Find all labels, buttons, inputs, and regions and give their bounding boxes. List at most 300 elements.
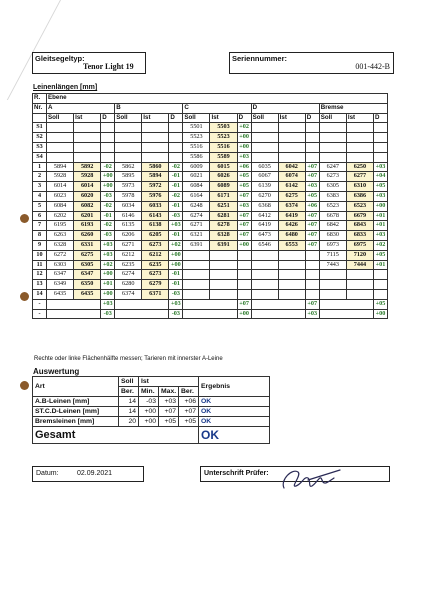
row-number: 6 [33, 211, 47, 221]
ist-value: 6089 [210, 182, 237, 192]
eval-result: OK [199, 407, 270, 417]
diff-value: +05 [237, 172, 251, 182]
line-lengths-table [32, 93, 388, 319]
sub-header-ist: Ist [278, 113, 305, 123]
punch-hole [20, 214, 29, 223]
soll-value: 6473 [251, 231, 278, 241]
ist-value: 5928 [74, 172, 101, 182]
diff-value: -03 [101, 231, 115, 241]
line-row [33, 289, 388, 299]
line-row [33, 142, 388, 152]
row-number: 1 [33, 162, 47, 172]
soll-value [319, 133, 346, 143]
soll-value [251, 289, 278, 299]
diff-value: +07 [305, 162, 319, 172]
diff-value: +07 [237, 191, 251, 201]
summary-value: -03 [101, 309, 115, 319]
summary-blank [183, 299, 237, 309]
diff-value: +02 [169, 240, 183, 250]
diff-value [305, 123, 319, 133]
ist-value [74, 133, 101, 143]
diff-value: +03 [305, 182, 319, 192]
eval-soll: 14 [119, 407, 139, 417]
diff-value: -01 [169, 172, 183, 182]
eval-min: -03 [139, 397, 159, 407]
ist-value: 6523 [346, 201, 373, 211]
soll-value [47, 152, 74, 162]
soll-value [183, 289, 210, 299]
line-row [33, 280, 388, 290]
soll-value [47, 133, 74, 143]
diff-value: +02 [373, 240, 387, 250]
ist-value: 6305 [74, 260, 101, 270]
summary-value: +07 [305, 299, 319, 309]
soll-value [183, 280, 210, 290]
soll-value: 6146 [115, 211, 142, 221]
soll-value: 6274 [115, 270, 142, 280]
summary-value: -03 [169, 309, 183, 319]
summary-blank [251, 309, 305, 319]
sub-header-soll: Soll [47, 113, 74, 123]
ist-value: 6371 [142, 289, 169, 299]
diff-value [237, 260, 251, 270]
ist-value: 6074 [278, 172, 305, 182]
line-row [33, 172, 388, 182]
soll-value [183, 250, 210, 260]
signature-label: Unterschrift Prüfer: [204, 470, 269, 477]
soll-value [251, 152, 278, 162]
diff-value: -01 [169, 231, 183, 241]
ist-value: 6679 [346, 211, 373, 221]
diff-value [305, 133, 319, 143]
soll-value: 6328 [47, 240, 74, 250]
group-header-a: A [47, 103, 115, 113]
summary-value: +00 [373, 309, 387, 319]
soll-value [319, 142, 346, 152]
diff-value [101, 123, 115, 133]
summary-blank [251, 299, 305, 309]
soll-value: 6248 [183, 201, 210, 211]
ist-value: 6143 [142, 211, 169, 221]
row-number: 11 [33, 260, 47, 270]
eval-soll: 14 [119, 397, 139, 407]
ist-value: 6260 [74, 231, 101, 241]
diff-value [101, 133, 115, 143]
line-row [33, 240, 388, 250]
diff-value: +07 [305, 172, 319, 182]
diff-value: -02 [169, 191, 183, 201]
row-number: 4 [33, 191, 47, 201]
soll-value: 6678 [319, 211, 346, 221]
diff-value [373, 123, 387, 133]
eval-max: +07 [159, 407, 179, 417]
line-row [33, 201, 388, 211]
ist-value: 6082 [74, 201, 101, 211]
ist-value: 5860 [142, 162, 169, 172]
diff-value: +00 [237, 142, 251, 152]
serial-box [229, 52, 394, 74]
eval-header-art: Art [33, 377, 119, 397]
soll-value [319, 123, 346, 133]
soll-value: 6021 [183, 172, 210, 182]
ist-value: 6201 [74, 211, 101, 221]
soll-value: 6139 [251, 182, 278, 192]
soll-value: 6280 [115, 280, 142, 290]
soll-value [115, 123, 142, 133]
diff-value [373, 270, 387, 280]
diff-value: +03 [237, 201, 251, 211]
sub-header-empty [33, 113, 47, 123]
summary-value: +05 [373, 299, 387, 309]
ist-value [278, 270, 305, 280]
diff-value [373, 280, 387, 290]
ist-value [278, 250, 305, 260]
eval-row [33, 417, 270, 427]
eval-row [33, 397, 270, 407]
diff-value: +07 [305, 221, 319, 231]
soll-value [251, 133, 278, 143]
group-header-b: B [115, 103, 183, 113]
diff-value: +06 [237, 162, 251, 172]
soll-value: 6212 [115, 250, 142, 260]
eval-art: Bremsleinen [mm] [33, 417, 119, 427]
ist-value: 6426 [278, 221, 305, 231]
ist-value: 7444 [346, 260, 373, 270]
soll-value: 6202 [47, 211, 74, 221]
line-row [33, 250, 388, 260]
diff-value: +00 [101, 172, 115, 182]
soll-value [47, 123, 74, 133]
ist-value: 6171 [210, 191, 237, 201]
diff-value: +00 [169, 250, 183, 260]
eval-min: +00 [139, 407, 159, 417]
diff-value [169, 142, 183, 152]
ist-value: 6015 [210, 162, 237, 172]
diff-value: +07 [305, 211, 319, 221]
soll-value: 6546 [251, 240, 278, 250]
ist-value [278, 152, 305, 162]
soll-value: 7443 [319, 260, 346, 270]
diff-value: +01 [373, 260, 387, 270]
line-row [33, 152, 388, 162]
summary-label: - [33, 299, 47, 309]
soll-value [115, 133, 142, 143]
row-number: 12 [33, 270, 47, 280]
soll-value: 5978 [115, 191, 142, 201]
ist-value [278, 260, 305, 270]
line-row [33, 191, 388, 201]
group-header-d: D [251, 103, 319, 113]
soll-value: 7115 [319, 250, 346, 260]
summary-value: +03 [101, 299, 115, 309]
ist-value [210, 260, 237, 270]
ist-value: 6273 [142, 240, 169, 250]
diff-value [101, 142, 115, 152]
soll-value: 5501 [183, 123, 210, 133]
diff-value [305, 152, 319, 162]
ist-value [142, 123, 169, 133]
diff-value: -01 [169, 270, 183, 280]
diff-value: +01 [373, 211, 387, 221]
soll-value: 6084 [183, 182, 210, 192]
ist-value: 6843 [346, 221, 373, 231]
ist-value: 6386 [346, 191, 373, 201]
row-number: 7 [33, 221, 47, 231]
ist-value [346, 270, 373, 280]
total-label: Gesamt [33, 427, 199, 444]
soll-value: 6034 [115, 201, 142, 211]
group-header-bremse: Bremse [319, 103, 387, 113]
diff-value: +03 [373, 162, 387, 172]
ist-value: 6279 [142, 280, 169, 290]
soll-value: 5523 [183, 133, 210, 143]
lines-section-title: Leinenlängen [mm] [33, 84, 98, 91]
soll-value: 6523 [319, 201, 346, 211]
row-number: 8 [33, 231, 47, 241]
ist-value: 6138 [142, 221, 169, 231]
diff-value: +05 [305, 191, 319, 201]
ist-value: 6020 [74, 191, 101, 201]
summary-value: +03 [169, 299, 183, 309]
ist-value [346, 152, 373, 162]
eval-header-ist: Ist [139, 377, 199, 387]
eval-art: A.B-Leinen [mm] [33, 397, 119, 407]
soll-value [319, 152, 346, 162]
ist-value: 5892 [74, 162, 101, 172]
soll-value: 6271 [183, 221, 210, 231]
sub-header-ist: Ist [142, 113, 169, 123]
row-number: S4 [33, 152, 47, 162]
soll-value [319, 280, 346, 290]
ist-value [346, 133, 373, 143]
sub-header-soll: Soll [115, 113, 142, 123]
ist-value: 6014 [74, 182, 101, 192]
summary-value: +00 [237, 309, 251, 319]
measurement-note: Rechte oder linke Flächenhälfte messen; Tarieren mit innerster A-Leine [34, 356, 223, 362]
ist-value: 6419 [278, 211, 305, 221]
diff-value: -01 [169, 280, 183, 290]
ist-value: 6142 [278, 182, 305, 192]
soll-value: 6973 [319, 240, 346, 250]
soll-value: 6014 [47, 182, 74, 192]
soll-value: 6830 [319, 231, 346, 241]
diff-value: -02 [101, 201, 115, 211]
ist-value: 5516 [210, 142, 237, 152]
diff-value: +03 [237, 152, 251, 162]
diff-value [305, 280, 319, 290]
diff-value: +07 [237, 221, 251, 231]
ist-value: 7120 [346, 250, 373, 260]
row-number: 14 [33, 289, 47, 299]
date-label: Datum: [36, 470, 59, 477]
soll-value: 6305 [319, 182, 346, 192]
soll-value: 6067 [251, 172, 278, 182]
diff-value [237, 280, 251, 290]
diff-value [373, 142, 387, 152]
ist-value: 6374 [278, 201, 305, 211]
soll-value: 6271 [115, 240, 142, 250]
punch-hole [20, 381, 29, 390]
ist-value: 5503 [210, 123, 237, 133]
ist-value [278, 280, 305, 290]
soll-value: 5895 [115, 172, 142, 182]
summary-blank [319, 299, 373, 309]
line-row [33, 162, 388, 172]
soll-value: 6009 [183, 162, 210, 172]
eval-ber: +07 [179, 407, 199, 417]
row-number: 9 [33, 240, 47, 250]
ist-value [278, 123, 305, 133]
diff-value: +03 [101, 250, 115, 260]
soll-value [251, 142, 278, 152]
soll-value [251, 280, 278, 290]
diff-value: +03 [373, 231, 387, 241]
diff-value: +00 [101, 270, 115, 280]
soll-value [251, 250, 278, 260]
soll-value: 6035 [251, 162, 278, 172]
diff-value: +00 [101, 182, 115, 192]
sub-header-ist: Ist [210, 113, 237, 123]
ist-value [346, 142, 373, 152]
date-value: 02.09.2021 [77, 470, 113, 477]
ist-value [346, 280, 373, 290]
eval-header-max: Max. [159, 387, 179, 397]
eval-header-ber: Ber. [119, 387, 139, 397]
ist-value: 6205 [142, 231, 169, 241]
eval-header-ber2: Ber. [179, 387, 199, 397]
diff-value: -03 [169, 289, 183, 299]
soll-value: 5928 [47, 172, 74, 182]
ist-value: 5523 [210, 133, 237, 143]
soll-value: 5586 [183, 152, 210, 162]
ist-value: 6480 [278, 231, 305, 241]
soll-value: 6273 [319, 172, 346, 182]
soll-value: 6270 [251, 191, 278, 201]
ist-value: 6281 [210, 211, 237, 221]
ist-value [278, 142, 305, 152]
soll-value [251, 260, 278, 270]
diff-value [169, 152, 183, 162]
ist-value: 5976 [142, 191, 169, 201]
soll-value [47, 142, 74, 152]
summary-blank [47, 299, 101, 309]
ist-value [278, 133, 305, 143]
sub-header-d: D [373, 113, 387, 123]
ist-value: 6833 [346, 231, 373, 241]
summary-label: - [33, 309, 47, 319]
diff-value: +00 [237, 240, 251, 250]
soll-value: 5973 [115, 182, 142, 192]
eval-art: ST.C.D-Leinen [mm] [33, 407, 119, 417]
ist-value: 6350 [74, 280, 101, 290]
soll-value [183, 260, 210, 270]
summary-blank [47, 309, 101, 319]
soll-value [183, 270, 210, 280]
summary-value: +03 [305, 309, 319, 319]
ist-value: 6328 [210, 231, 237, 241]
diff-value: +07 [305, 240, 319, 250]
group-header-c: C [183, 103, 251, 113]
date-box [32, 466, 144, 482]
summary-blank [319, 309, 373, 319]
summary-blank [115, 309, 169, 319]
eval-header-ergebnis: Ergebnis [199, 377, 270, 397]
diff-value: -01 [101, 211, 115, 221]
soll-value: 6084 [47, 201, 74, 211]
ist-value [278, 289, 305, 299]
ist-value: 5972 [142, 182, 169, 192]
diff-value [237, 289, 251, 299]
soll-value: 6135 [115, 221, 142, 231]
diff-value [305, 260, 319, 270]
signature-scribble [278, 458, 348, 498]
soll-value: 6347 [47, 270, 74, 280]
diff-value: +07 [237, 211, 251, 221]
sub-header-soll: Soll [319, 113, 346, 123]
eval-soll: 20 [119, 417, 139, 427]
line-row [33, 123, 388, 133]
ist-value: 6275 [278, 191, 305, 201]
soll-value [319, 270, 346, 280]
diff-value [169, 123, 183, 133]
soll-value: 6272 [47, 250, 74, 260]
eval-ber: +05 [179, 417, 199, 427]
ist-value [346, 289, 373, 299]
diff-value: +03 [373, 191, 387, 201]
soll-value: 5862 [115, 162, 142, 172]
diff-value: -02 [169, 162, 183, 172]
diff-value: -03 [101, 191, 115, 201]
ist-value: 6277 [346, 172, 373, 182]
soll-value [251, 270, 278, 280]
soll-value: 6435 [47, 289, 74, 299]
serial-label: Seriennummer: [232, 54, 288, 63]
soll-value: 6235 [115, 260, 142, 270]
ist-value [210, 289, 237, 299]
ist-value: 6033 [142, 201, 169, 211]
punch-hole [20, 292, 29, 301]
evaluation-title: Auswertung [33, 367, 80, 376]
diff-value [373, 152, 387, 162]
soll-value: 6263 [47, 231, 74, 241]
soll-value: 6383 [319, 191, 346, 201]
eval-ber: +06 [179, 397, 199, 407]
ist-value [142, 133, 169, 143]
ist-value: 6391 [210, 240, 237, 250]
soll-value: 6303 [47, 260, 74, 270]
diff-value: -02 [101, 162, 115, 172]
ist-value: 5589 [210, 152, 237, 162]
eval-header-soll: Soll [119, 377, 139, 387]
diff-value: +01 [373, 221, 387, 231]
ist-value: 6435 [74, 289, 101, 299]
line-row [33, 211, 388, 221]
ebene-header: Ebene [47, 94, 388, 104]
soll-value: 6247 [319, 162, 346, 172]
soll-value: 5516 [183, 142, 210, 152]
diff-value: -03 [169, 211, 183, 221]
diff-value [373, 133, 387, 143]
ist-value [74, 152, 101, 162]
diff-value: -02 [101, 221, 115, 231]
eval-max: +05 [159, 417, 179, 427]
summary-row [33, 299, 388, 309]
row-number: 13 [33, 280, 47, 290]
soll-value: 6321 [183, 231, 210, 241]
diff-value: +04 [373, 172, 387, 182]
diff-value: +05 [373, 250, 387, 260]
sub-header-soll: Soll [183, 113, 210, 123]
